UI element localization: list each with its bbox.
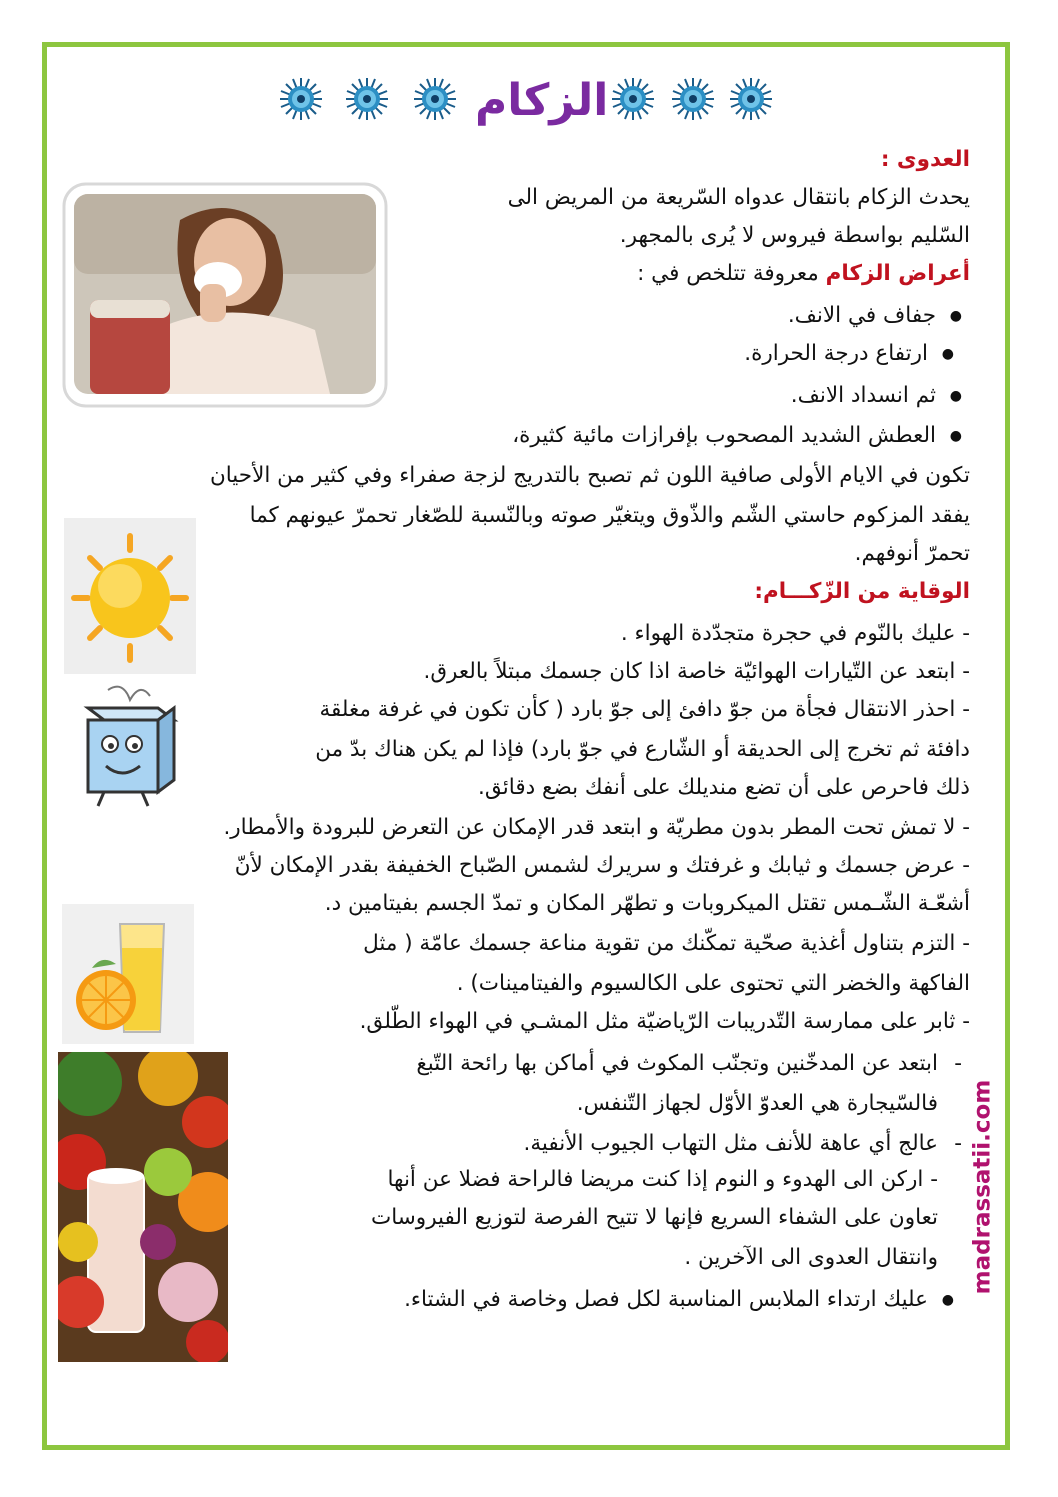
symptoms-intro: [637, 260, 970, 288]
virus-icon: [412, 76, 458, 122]
prevention-line: - ثابر على ممارسة التّدريبات الرّياضيّة مثل المشـي في الهواء الطّلق.: [359, 1009, 970, 1034]
prevention-rest-line: تعاون على الشفاء السريع فإنها لا تتيح الفرصة لتوزيع الفيروسات: [371, 1205, 938, 1230]
prevention-line: - عليك بالنّوم في حجرة متجدّدة الهواء .: [620, 621, 970, 646]
page-title: الزكام: [475, 75, 609, 126]
prevention-rest-line: وانتقال العدوى الى الآخرين .: [684, 1245, 938, 1270]
symptom-item: ● ارتفاع درجة الحرارة.: [744, 340, 928, 368]
prevention-heading: الوقاية من الزّكـــام:: [754, 579, 970, 604]
prevention-line: - عرض جسمك و ثيابك و غرفتك و سريرك لشمس الصّباح الخفيفة بقدر الإمكان لأنّ: [234, 853, 970, 878]
symptoms-paragraph-line: تكون في الايام الأولى صافية اللون ثم تصبح بالتدريج لزجة صفراء وفي كثير من الأحيان: [209, 463, 970, 488]
prevention-last-bullet: ● عليك ارتداء الملابس المناسبة لكل فصل وخاصة في الشتاء.: [404, 1286, 928, 1314]
fruits-vegetables-image: [58, 1052, 228, 1362]
prevention-dash-item: - عالج أي عاهة للأنف مثل التهاب الجيوب الأنفية.: [524, 1130, 939, 1158]
virus-icon: [670, 76, 716, 122]
prevention-line: دافئة ثم تخرج إلى الحديقة أو الشّارع في جوّ بارد) فإذا لم يكن هناك بدّ من: [315, 737, 970, 762]
watermark: [966, 1072, 1000, 1302]
prevention-line: أشعّـة الشّـمس تقتل الميكروبات و تطهّر المكان و تمدّ الجسم بفيتامين د.: [324, 891, 970, 916]
symptoms-intro-highlight: أعراض الزكام: [825, 261, 970, 286]
prevention-dash-item-cont: فالسّيجارة هي العدوّ الأوّل لجهاز التّنفس.: [576, 1091, 938, 1116]
symptoms-intro-rest: معروفة تتلخص في :: [637, 261, 826, 286]
sick-woman-photo: [60, 180, 390, 410]
symptom-item: ● جفاف في الانف.: [788, 302, 936, 330]
prevention-rest-line: - اركن الى الهدوء و النوم إذا كنت مريضا فالراحة فضلا عن أنها: [387, 1167, 938, 1192]
watermark-text: madrassatii.com: [969, 1079, 996, 1295]
contagion-heading: العدوى :: [880, 147, 970, 172]
contagion-line: يحدث الزكام بانتقال عدواه السّريعة من المريض الى: [507, 185, 970, 210]
prevention-line: - لا تمش تحت المطر بدون مطريّة و ابتعد قدر الإمكان عن التعرض للبرودة والأمطار.: [223, 815, 970, 840]
orange-juice-image: [62, 904, 194, 1044]
prevention-line: - احذر الانتقال فجأة من جوّ دافئ إلى جوّ بارد ( كأن تكون في غرفة مغلقة: [319, 697, 970, 722]
virus-icon: [344, 76, 390, 122]
prevention-line: - ابتعد عن التّيارات الهوائيّة خاصة اذا كان جسمك مبتلاً بالعرق.: [423, 659, 970, 684]
prevention-line: ذلك فاحرص على أن تضع منديلك على أنفك بضع دقائق.: [478, 775, 970, 800]
virus-icon: [610, 76, 656, 122]
contagion-line: السّليم بواسطة فيروس لا يُرى بالمجهر.: [619, 223, 970, 248]
virus-icon: [278, 76, 324, 122]
title-row: [270, 68, 790, 134]
prevention-dash-item: - ابتعد عن المدخّنين وتجنّب المكوث في أماكن بها رائحة التّبغ: [416, 1050, 938, 1078]
tissue-box-image: [68, 680, 188, 812]
symptoms-paragraph-line: يفقد المزكوم حاستي الشّم والذّوق ويتغيّر صوته وبالنّسبة للصّغار تحمرّ عيونهم كما: [249, 503, 970, 528]
prevention-line: الفاكهة والخضر التي تحتوى على الكالسيوم والفيتامينات) .: [456, 971, 970, 996]
prevention-line: - التزم بتناول أغذية صحّية تمكّنك من تقوية مناعة جسمك عامّة ( مثل: [363, 931, 970, 956]
symptom-item: ● العطش الشديد المصحوب بإفرازات مائية كثيرة،: [512, 422, 936, 450]
symptoms-paragraph-line: تحمرّ أنوفهم.: [854, 541, 970, 566]
symptom-item: ● ثم انسداد الانف.: [791, 382, 936, 410]
virus-icon: [728, 76, 774, 122]
sun-image: [64, 518, 196, 674]
